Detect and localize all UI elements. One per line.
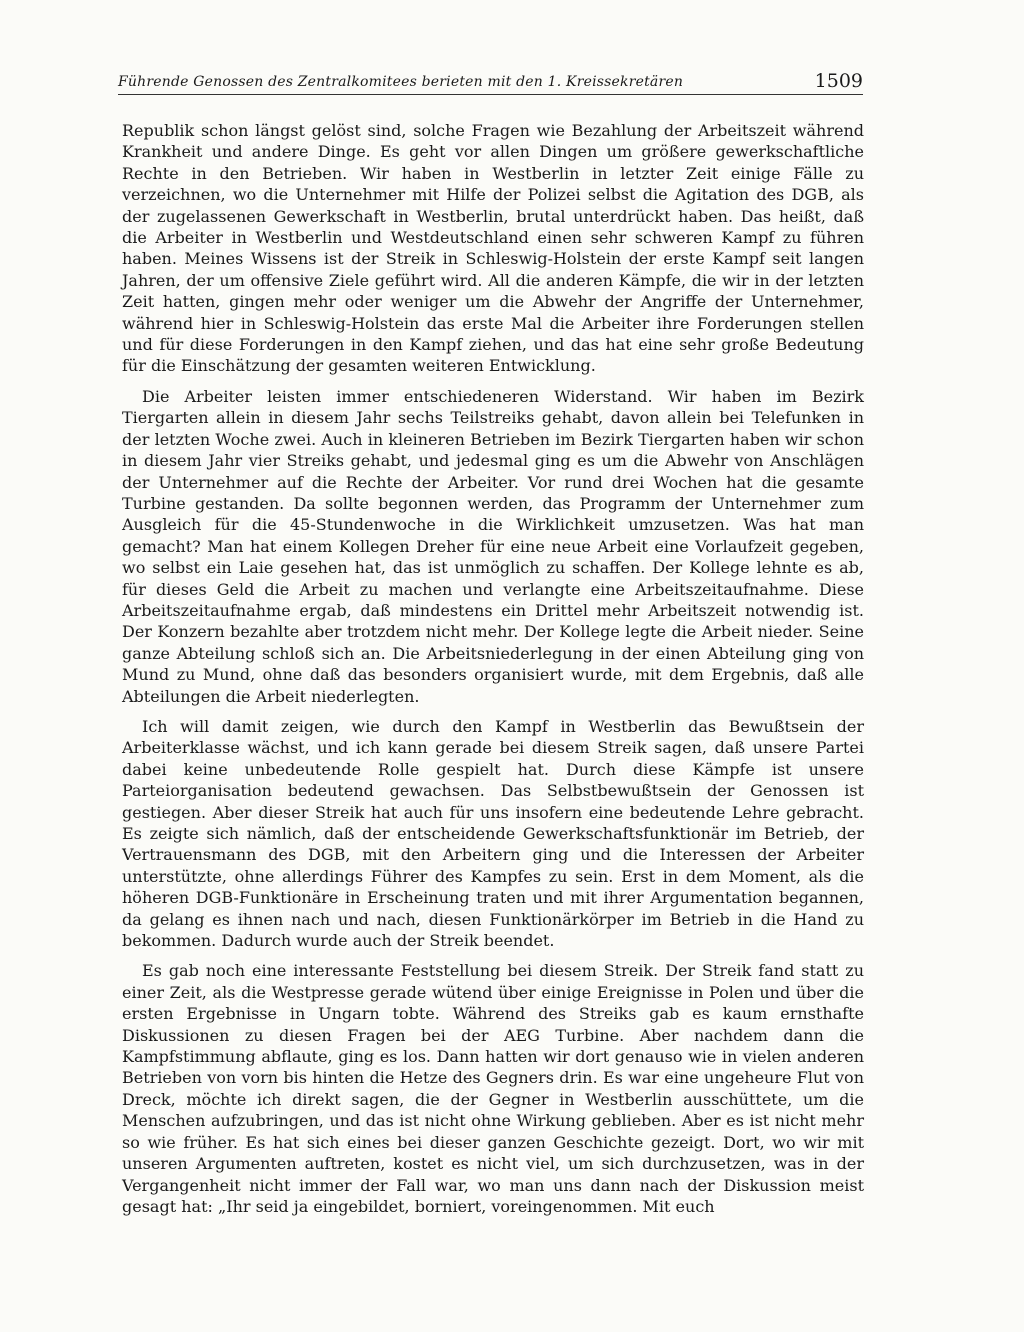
paragraph-4: Es gab noch eine interessante Feststellung bei diesem Streik. Der Streik fand statt zu einer Zeit, als die Westpresse gerade wütend über einige Ereignisse in Polen und über die ersten Ergebnisse in Ungarn tobte. Während des Streiks gab es kaum ernsthafte Diskussionen zu diesen Fragen bei der AEG Turbine. Aber nachdem dann die Kampfstimmung abflaute, ging es los. Dann hatten wir dort genauso wie in vielen anderen Betrieben von vorn bis hinten die Hetze des Gegners drin. Es war eine ungeheure Flut von Dreck, möchte ich direkt sagen, die der Gegner in Westberlin ausschüttete, um die Menschen aufzubringen, und das ist nicht ohne Wirkung geblieben. Aber es ist nicht mehr so wie früher. Es hat sich eines bei dieser ganzen Geschichte gezeigt. Dort, wo wir mit unseren Argumenten auftreten, kostet es nicht viel, um sich durchzusetzen, was in der Vergangenheit nicht immer der Fall war, wo man uns dann nach der Diskussion meist gesagt hat: „Ihr seid ja eingebildet, borniert, voreingenommen. Mit euch — [122, 961, 864, 1216]
running-header-title: Führende Genossen des Zentralkomitees berieten mit den 1. Kreissekretären — [118, 74, 684, 90]
running-header — [118, 64, 863, 95]
paragraph-2: Die Arbeiter leisten immer entschiedeneren Widerstand. Wir haben im Bezirk Tiergarten allein in diesem Jahr sechs Teilstreiks gehabt, davon allein bei Telefunken in der letzten Woche zwei. Auch in kleineren Betrieben im Bezirk Tiergarten haben wir schon in diesem Jahr vier Streiks gehabt, und jedesmal ging es um die Abwehr von Anschlägen der Unternehmer auf die Rechte der Arbeiter. Vor rund drei Wochen hat die gesamte Turbine gestanden. Da sollte begonnen werden, das Programm der Unternehmer zum Ausgleich für die 45-Stundenwoche in die Wirklichkeit umzusetzen. Was hat man gemacht? Man hat einem Kollegen Dreher für eine neue Arbeit eine Vorlaufzeit gegeben, wo selbst ein Laie gesehen hat, das ist unmöglich zu schaffen. Der Kollege lehnte es ab, für dieses Geld die Arbeit zu machen und verlangte eine Arbeitszeitaufnahme. Diese Arbeitszeitaufnahme ergab, daß mindestens ein Drittel mehr Arbeitszeit notwendig ist. Der Konzern bezahlte aber trotzdem nicht mehr. Der Kollege legte die Arbeit nieder. Seine ganze Abteilung schloß sich an. Die Arbeitsniederlegung in der einen Abteilung ging von Mund zu Mund, ohne daß das besonders organisiert wurde, mit dem Ergebnis, daß alle Abteilungen die Arbeit niederlegten. — [122, 386, 864, 706]
paragraph-3: Ich will damit zeigen, wie durch den Kampf in Westberlin das Bewußtsein der Arbeiterklasse wächst, und ich kann gerade bei diesem Streik sagen, daß unsere Partei dabei keine unbedeutende Rolle gespielt hat. Durch diese Kämpfe ist unsere Parteiorganisation bedeutend gewachsen. Das Selbstbewußtsein der Genossen ist gestiegen. Aber dieser Streik hat auch für uns insofern eine bedeutende Lehre gebracht. Es zeigte sich nämlich, daß der entscheidende Gewerkschaftsfunktionär im Betrieb, der Vertrauensmann des DGB, mit den Arbeitern ging und die Interessen der Arbeiter unterstützte, ohne allerdings Führer des Kampfes zu sein. Erst in dem Moment, als die höheren DGB-Funktionäre in Erscheinung traten und mit ihrer Argumentation begannen, da gelang es ihnen nach und nach, diesen Funktionärkörper im Betrieb in die Hand zu bekommen. Dadurch wurde auch der Streik beendet. — [122, 716, 864, 951]
body-text — [122, 120, 864, 1226]
paragraph-1: Republik schon längst gelöst sind, solche Fragen wie Bezahlung der Arbeitszeit während Krankheit und andere Dinge. Es geht vor allen Dingen um größere gewerkschaftliche Rechte in den Betrieben. Wir haben in Westberlin in letzter Zeit einige Fälle zu verzeichnen, wo die Unternehmer mit Hilfe der Polizei selbst die Agitation des DGB, als der zugelassenen Gewerkschaft in Westberlin, brutal unterdrückt haben. Das heißt, daß die Arbeiter in Westberlin und Westdeutschland einen sehr schweren Kampf zu führen haben. Meines Wissens ist der Streik in Schleswig-Holstein der erste Kampf seit langen Jahren, der um offensive Ziele geführt wird. All die anderen Kämpfe, die wir in der letzten Zeit hatten, gingen mehr oder weniger um die Abwehr der Angriffe der Unternehmer, während hier in Schleswig-Holstein das erste Mal die Arbeiter ihre Forderungen stellen und für diese Forderungen in den Kampf ziehen, und das hat eine sehr große Bedeutung für die Einschätzung der gesamten weiteren Entwicklung. — [122, 121, 864, 376]
page-number: 1509 — [814, 70, 863, 92]
